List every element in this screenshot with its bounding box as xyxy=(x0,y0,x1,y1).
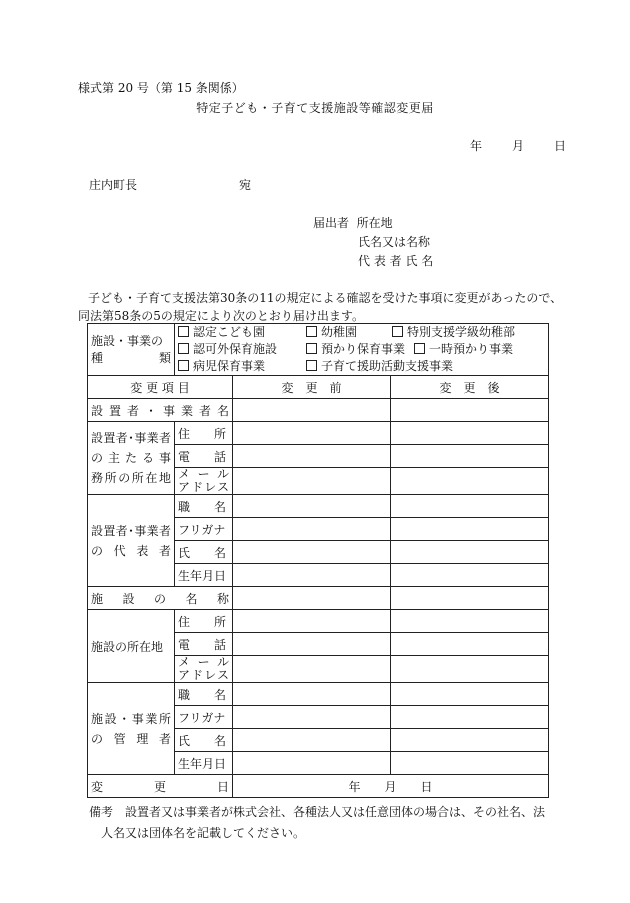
representative-furigana-before[interactable] xyxy=(233,518,391,541)
representative-birthdate-after[interactable] xyxy=(391,564,549,587)
date-year-label: 年 xyxy=(470,139,483,153)
facility-mail-label: メール アドレス xyxy=(175,656,233,683)
applicant-address-label: 所在地 xyxy=(356,216,393,230)
manager-furigana-after[interactable] xyxy=(391,706,549,729)
manager-furigana-before[interactable] xyxy=(233,706,391,729)
facility-address-row xyxy=(88,610,549,633)
header-before: 変 更 前 xyxy=(233,376,391,399)
addressee xyxy=(89,176,251,193)
main-office-label: 設置者･事業者 の主たる事 務所の所在地 xyxy=(88,422,175,495)
intro-line-2: 同法第58条の5の規定により次のとおり届け出ます。 xyxy=(78,309,364,323)
applicant-block xyxy=(313,214,393,231)
manager-label: 施設・事業所 の 管 理 者 xyxy=(88,683,175,775)
intro-line-1: 子ども・子育て支援法第30条の11の規定による確認を受けた事項に変更があったので、 xyxy=(88,291,563,305)
note-line-1: 備考 設置者又は事業者が株式会社、各種法人又は任意団体の場合は、その社名、法 xyxy=(89,805,546,819)
main-office-mail-label: メール アドレス xyxy=(175,468,233,495)
facility-mail-after[interactable] xyxy=(391,656,549,683)
addressee-name: 庄内町長 xyxy=(89,178,138,192)
change-date-value[interactable]: 年 月 日 xyxy=(233,775,549,798)
checkbox-icon[interactable] xyxy=(306,326,317,337)
facility-name-label: 施設の名称 xyxy=(88,587,233,610)
facility-type-row xyxy=(88,324,549,376)
table-header-row xyxy=(88,376,549,399)
representative-label: 設置者･事業者 の 代 表 者 xyxy=(88,495,175,587)
manager-name-after[interactable] xyxy=(391,729,549,752)
main-office-address-before[interactable] xyxy=(233,422,391,445)
note-line-2: 人名又は団体名を記載してください。 xyxy=(101,826,306,840)
main-office-address-after[interactable] xyxy=(391,422,549,445)
manager-birthdate-after[interactable] xyxy=(391,752,549,775)
facility-name-row xyxy=(88,587,549,610)
manager-title-row xyxy=(88,683,549,706)
date-line xyxy=(470,137,566,154)
facility-address-label: 住 所 xyxy=(175,610,233,633)
installer-name-row xyxy=(88,399,549,422)
option-kosodate-enjo[interactable]: 子育て援助活動支援事業 xyxy=(306,358,453,375)
applicant-name-label: 氏名又は名称 xyxy=(358,235,431,249)
installer-name-before[interactable] xyxy=(233,399,391,422)
change-date-label: 変更日 xyxy=(88,775,233,798)
facility-mail-before[interactable] xyxy=(233,656,391,683)
applicant-representative-label: 代 表 者 氏 名 xyxy=(358,254,434,268)
installer-name-label: 設置者・事業者名 xyxy=(88,399,233,422)
checkbox-icon[interactable] xyxy=(306,343,317,354)
representative-title-row xyxy=(88,495,549,518)
representative-name-after[interactable] xyxy=(391,541,549,564)
main-office-phone-label: 電 話 xyxy=(175,445,233,468)
header-change-item: 変 更 項 目 xyxy=(88,376,233,399)
main-office-phone-before[interactable] xyxy=(233,445,391,468)
option-yochien[interactable]: 幼稚園 xyxy=(306,324,392,341)
change-date-row xyxy=(88,775,549,798)
installer-name-after[interactable] xyxy=(391,399,549,422)
facility-type-label: 施設・事業の 種 類 xyxy=(88,324,175,376)
facility-name-before[interactable] xyxy=(233,587,391,610)
option-byoji-hoiku[interactable]: 病児保育事業 xyxy=(178,358,306,375)
date-day-label: 日 xyxy=(554,139,567,153)
representative-name-label: 氏 名 xyxy=(175,541,233,564)
change-form-table xyxy=(87,323,549,798)
manager-name-before[interactable] xyxy=(233,729,391,752)
main-office-mail-after[interactable] xyxy=(391,468,549,495)
representative-name-before[interactable] xyxy=(233,541,391,564)
form-number: 様式第 20 号（第 15 条関係） xyxy=(78,81,244,95)
manager-birthdate-before[interactable] xyxy=(233,752,391,775)
main-office-address-label: 住 所 xyxy=(175,422,233,445)
facility-location-label: 施設の所在地 xyxy=(88,610,175,683)
representative-title-before[interactable] xyxy=(233,495,391,518)
option-tokubetsu-shien[interactable]: 特別支援学級幼稚部 xyxy=(392,324,515,341)
manager-furigana-label: フリガナ xyxy=(175,706,233,729)
checkbox-icon[interactable] xyxy=(306,360,317,371)
facility-phone-label: 電 話 xyxy=(175,633,233,656)
checkbox-icon[interactable] xyxy=(414,343,425,354)
representative-birthdate-before[interactable] xyxy=(233,564,391,587)
representative-furigana-after[interactable] xyxy=(391,518,549,541)
applicant-label: 届出者 xyxy=(313,216,350,230)
option-ichiji-azukari[interactable]: 一時預かり事業 xyxy=(414,341,513,358)
manager-title-after[interactable] xyxy=(391,683,549,706)
facility-address-before[interactable] xyxy=(233,610,391,633)
addressee-suffix: 宛 xyxy=(239,178,252,192)
checkbox-icon[interactable] xyxy=(178,343,189,354)
facility-type-options xyxy=(175,324,549,376)
checkbox-icon[interactable] xyxy=(178,360,189,371)
checkbox-icon[interactable] xyxy=(392,326,403,337)
option-ninkagai-hoiku[interactable]: 認可外保育施設 xyxy=(178,341,306,358)
facility-name-after[interactable] xyxy=(391,587,549,610)
date-month-label: 月 xyxy=(512,139,525,153)
manager-title-label: 職 名 xyxy=(175,683,233,706)
representative-title-after[interactable] xyxy=(391,495,549,518)
form-title: 特定子ども・子育て支援施設等確認変更届 xyxy=(196,101,434,115)
main-office-address-row xyxy=(88,422,549,445)
facility-phone-before[interactable] xyxy=(233,633,391,656)
manager-birthdate-label: 生年月日 xyxy=(175,752,233,775)
facility-phone-after[interactable] xyxy=(391,633,549,656)
manager-name-label: 氏 名 xyxy=(175,729,233,752)
option-azukari-hoiku[interactable]: 預かり保育事業 xyxy=(306,341,414,358)
option-nintei-kodomoen[interactable]: 認定こども園 xyxy=(178,324,306,341)
facility-address-after[interactable] xyxy=(391,610,549,633)
manager-title-before[interactable] xyxy=(233,683,391,706)
main-office-phone-after[interactable] xyxy=(391,445,549,468)
main-office-mail-before[interactable] xyxy=(233,468,391,495)
representative-title-label: 職 名 xyxy=(175,495,233,518)
representative-furigana-label: フリガナ xyxy=(175,518,233,541)
checkbox-icon[interactable] xyxy=(178,326,189,337)
representative-birthdate-label: 生年月日 xyxy=(175,564,233,587)
header-after: 変 更 後 xyxy=(391,376,549,399)
